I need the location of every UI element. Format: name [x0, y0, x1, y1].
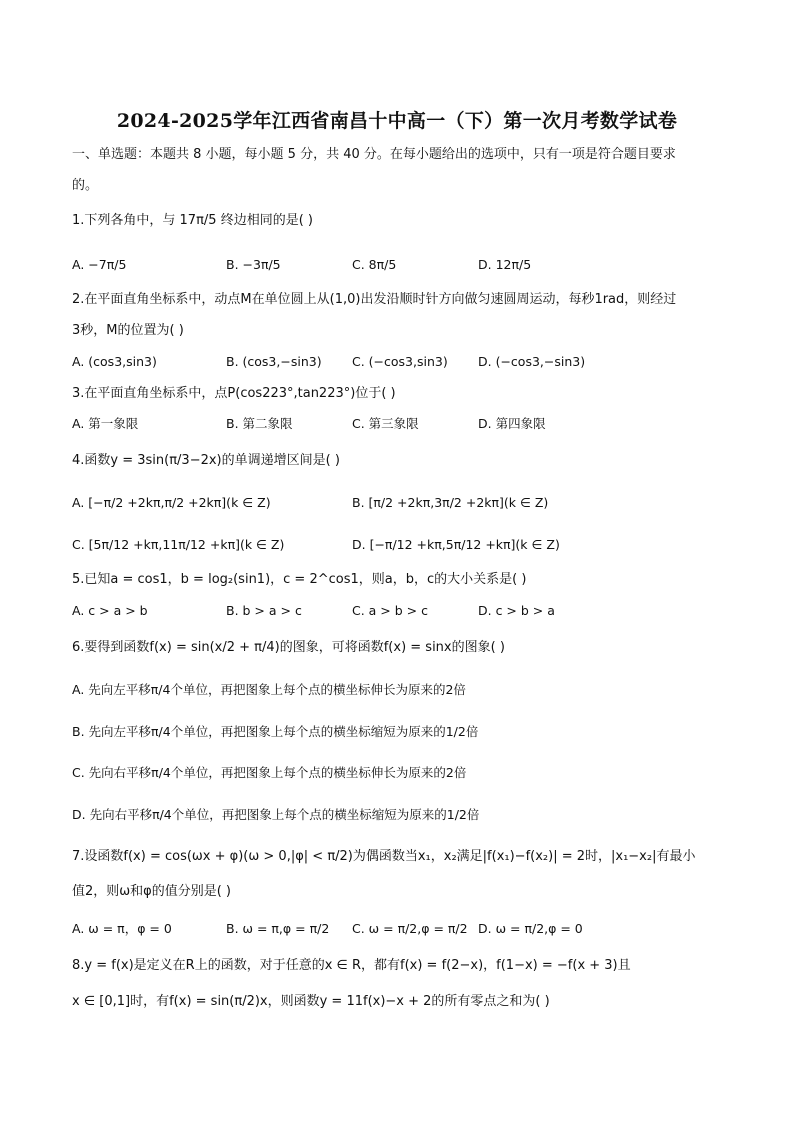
question-6: 6.要得到函数f(x) = sin(x/2 + π/4)的图象，可将函数f(x) = sinx的图象( ) [72, 640, 505, 655]
q7-option-b: B. ω = π,φ = π/2 [226, 921, 330, 936]
q7-option-d: D. ω = π/2,φ = 0 [478, 921, 583, 936]
q6-option-d: D. 先向右平移π/4个单位，再把图象上每个点的横坐标缩短为原来的1/2倍 [72, 807, 480, 822]
section-heading-cont: 的。 [72, 178, 99, 193]
q5-option-a: A. c > a > b [72, 603, 148, 618]
question-8-cont: x ∈ [0,1]时，有f(x) = sin(π/2)x，则函数y = 11f(x)−x + 2的所有零点之和为( ) [72, 994, 550, 1009]
q1-option-a: A. −7π/5 [72, 257, 127, 272]
q1-option-c: C. 8π/5 [352, 257, 397, 272]
q7-option-a: A. ω = π，φ = 0 [72, 921, 172, 936]
q6-option-a: A. 先向左平移π/4个单位，再把图象上每个点的横坐标伸长为原来的2倍 [72, 682, 466, 697]
q1-option-b: B. −3π/5 [226, 257, 281, 272]
question-2: 2.在平面直角坐标系中，动点M在单位圆上从(1,0)出发沿顺时针方向做匀速圆周运动，每秒1rad，则经过 [72, 292, 677, 307]
q3-option-c: C. 第三象限 [352, 416, 419, 431]
q4-option-b: B. [π/2 +2kπ,3π/2 +2kπ](k ∈ Z) [352, 495, 549, 510]
q3-option-a: A. 第一象限 [72, 416, 139, 431]
q5-option-b: B. b > a > c [226, 603, 302, 618]
q3-option-b: B. 第二象限 [226, 416, 293, 431]
q7-option-c: C. ω = π/2,φ = π/2 [352, 921, 468, 936]
question-3: 3.在平面直角坐标系中，点P(cos223°,tan223°)位于( ) [72, 386, 396, 401]
q1-option-d: D. 12π/5 [478, 257, 532, 272]
question-2-cont: 3秒，M的位置为( ) [72, 323, 184, 338]
q3-option-d: D. 第四象限 [478, 416, 546, 431]
q4-option-d: D. [−π/12 +kπ,5π/12 +kπ](k ∈ Z) [352, 537, 560, 552]
q4-option-a: A. [−π/2 +2kπ,π/2 +2kπ](k ∈ Z) [72, 495, 271, 510]
q2-option-b: B. (cos3,−sin3) [226, 354, 322, 369]
q6-option-c: C. 先向右平移π/4个单位，再把图象上每个点的横坐标伸长为原来的2倍 [72, 765, 467, 780]
q2-option-a: A. (cos3,sin3) [72, 354, 157, 369]
q5-option-d: D. c > b > a [478, 603, 555, 618]
question-4: 4.函数y = 3sin(π/3−2x)的单调递增区间是( ) [72, 453, 340, 468]
question-7-cont: 值2，则ω和φ的值分别是( ) [72, 884, 232, 899]
q4-option-c: C. [5π/12 +kπ,11π/12 +kπ](k ∈ Z) [72, 537, 285, 552]
q2-option-d: D. (−cos3,−sin3) [478, 354, 586, 369]
q6-option-b: B. 先向左平移π/4个单位，再把图象上每个点的横坐标缩短为原来的1/2倍 [72, 724, 479, 739]
question-5: 5.已知a = cos1，b = log₂(sin1)，c = 2^cos1，则a，b，c的大小关系是( ) [72, 572, 527, 587]
question-8: 8.y = f(x)是定义在R上的函数，对于任意的x ∈ R，都有f(x) = f(2−x)，f(1−x) = −f(x + 3)且 [72, 958, 631, 973]
question-1: 1.下列各角中，与 17π/5 终边相同的是( ) [72, 213, 313, 228]
page-title: 2024-2025学年江西省南昌十中高一（下）第一次月考数学试卷 [116, 110, 678, 132]
q2-option-c: C. (−cos3,sin3) [352, 354, 448, 369]
section-heading: 一、单选题：本题共 8 小题，每小题 5 分，共 40 分。在每小题给出的选项中，只有一项是符合题目要求 [72, 147, 676, 162]
question-7: 7.设函数f(x) = cos(ωx + φ)(ω > 0,|φ| < π/2)为偶函数当x₁，x₂满足|f(x₁)−f(x₂)| = 2时，|x₁−x₂|有最小 [72, 849, 696, 864]
q5-option-c: C. a > b > c [352, 603, 428, 618]
